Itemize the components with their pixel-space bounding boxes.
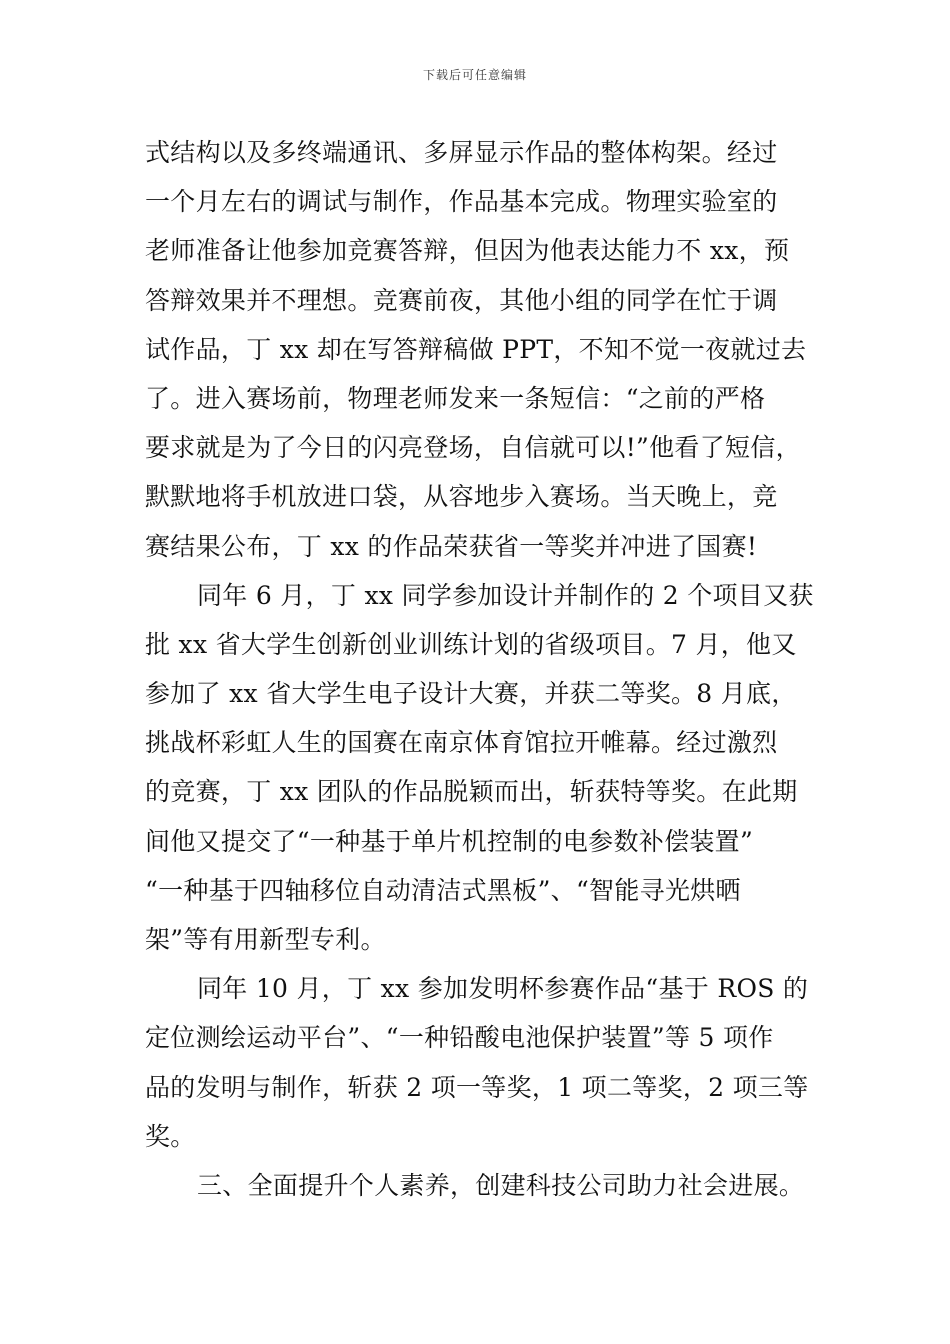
- text-line: “一种基于四轴移位自动清洁式黑板”、“智能寻光烘晒: [145, 875, 741, 905]
- page-header-note: 下载后可任意编辑: [422, 68, 527, 82]
- text-line: 了。进入赛场前，物理老师发来一条短信：“之前的严格: [145, 383, 766, 413]
- text-line: 试作品，丁 xx 却在写答辩稿做 PPT，不知不觉一夜就过去: [145, 334, 807, 364]
- body-text: [145, 128, 817, 1210]
- section-heading: 三、全面提升个人素养，创建科技公司助力社会进展。: [197, 1170, 805, 1200]
- text-line: 赛结果公布，丁 xx 的作品荣获省一等奖并冲进了国赛!: [145, 531, 758, 561]
- text-line: 的竞赛，丁 xx 团队的作品脱颖而出，斩获特等奖。在此期: [145, 777, 798, 807]
- text-line: 式结构以及多终端通讯、多屏显示作品的整体构架。经过: [145, 138, 778, 167]
- text-line: 定位测绘运动平台”、“一种铅酸电池保护装置”等 5 项作: [145, 1023, 774, 1053]
- paragraph-first-line: 同年 6 月，丁 xx 同学参加设计并制作的 2 个项目又获: [197, 580, 814, 610]
- text-line: 间他又提交了“一种基于单片机控制的电参数补偿装置”: [145, 826, 754, 856]
- text-line: 品的发明与制作，斩获 2 项一等奖，1 项二等奖，2 项三等: [145, 1072, 809, 1102]
- text-line: 答辩效果并不理想。竞赛前夜，其他小组的同学在忙于调: [145, 285, 778, 315]
- text-line: 老师准备让他参加竞赛答辩，但因为他表达能力不 xx，预: [145, 236, 790, 266]
- text-line: 批 xx 省大学生创新创业训练计划的省级项目。7 月，他又: [145, 629, 797, 659]
- text-line: 架”等有用新型专利。: [145, 925, 386, 954]
- text-line: 默默地将手机放进口袋，从容地步入赛场。当天晚上，竞: [145, 482, 778, 512]
- paragraph-first-line: 同年 10 月，丁 xx 参加发明杯参赛作品“基于 ROS 的: [197, 974, 809, 1004]
- text-line: 挑战杯彩虹人生的国赛在南京体育馆拉开帷幕。经过激烈: [145, 728, 778, 758]
- text-line: 要求就是为了今日的闪亮登场，自信就可以!”他看了短信，: [145, 433, 801, 463]
- text-line: 一个月左右的调试与制作，作品基本完成。物理实验室的: [145, 187, 778, 217]
- text-line: 奖。: [145, 1121, 196, 1151]
- text-line: 参加了 xx 省大学生电子设计大赛，并获二等奖。8 月底，: [145, 679, 797, 709]
